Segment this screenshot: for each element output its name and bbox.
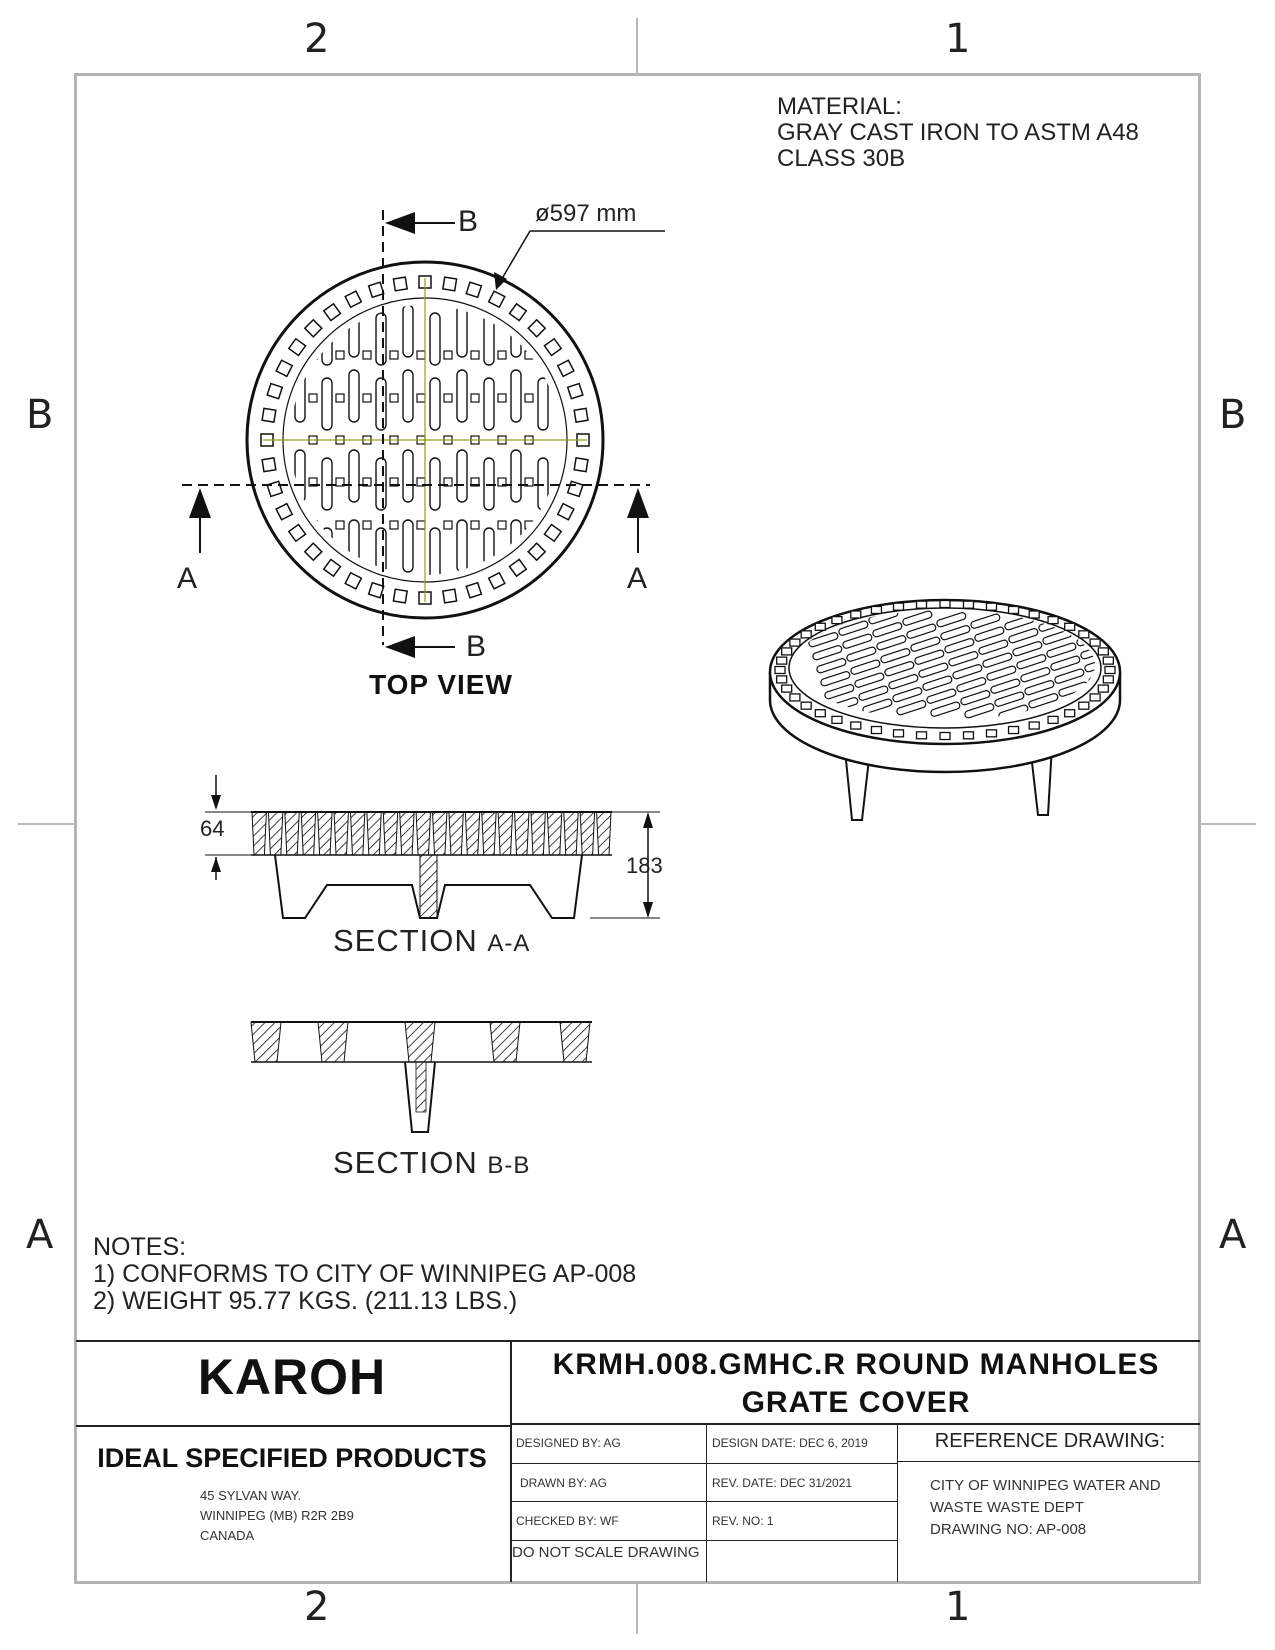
iso-rim-square-hole (1079, 631, 1089, 638)
grating-stud (498, 351, 506, 359)
rim-square-hole (345, 291, 361, 307)
iso-rim-square-hole (1105, 667, 1115, 674)
rim-square-hole (443, 277, 457, 291)
iso-rim-square-hole (1098, 648, 1108, 655)
section-b-b-title (333, 1145, 530, 1181)
iso-rim-square-hole (986, 603, 996, 610)
section-bar (433, 812, 447, 855)
do-not-scale: DO NOT SCALE DRAWING (512, 1544, 700, 1561)
grating-slot (376, 528, 386, 580)
rim-square-hole (324, 304, 341, 321)
grating-slot (484, 313, 494, 365)
iso-rim-square-hole (777, 657, 787, 664)
section-b-arrow-bottom (385, 636, 415, 658)
iso-rim-square-hole (832, 617, 842, 624)
rim-square-hole (466, 282, 481, 297)
grating-stud (525, 351, 533, 359)
reference-drawing-header: REFERENCE DRAWING: (934, 1430, 1166, 1452)
notes-block (93, 1234, 636, 1315)
section-b-arrow-top (385, 212, 415, 234)
drawing-title (512, 1346, 1200, 1422)
material-line-2: GRAY CAST IRON TO ASTM A48 (777, 119, 1139, 146)
zone-tick-right (1201, 823, 1256, 825)
iso-rim-square-hole (894, 730, 904, 737)
grating-slot (403, 520, 413, 572)
rim-square-hole (528, 543, 545, 560)
iso-rim-square-hole (963, 732, 973, 739)
section-bar (597, 812, 611, 855)
grating-stud (417, 394, 425, 402)
section-bar (465, 812, 479, 855)
section-a-arrow-left (189, 488, 211, 518)
grating-stud (336, 394, 344, 402)
rim-square-hole (267, 481, 282, 496)
rim-square-hole (393, 589, 407, 603)
rim-square-hole (305, 320, 322, 337)
section-a-label-right: A (627, 562, 648, 595)
grating-slot (457, 520, 467, 572)
rim-square-hole (276, 360, 292, 376)
designed-by: DESIGNED BY: AG (516, 1436, 621, 1450)
zone-col-2-bottom: 2 (304, 1584, 330, 1630)
rim-square-hole (393, 277, 407, 291)
section-bar (268, 812, 282, 855)
grating-slot (403, 370, 413, 422)
zone-tick-bottom (636, 1584, 638, 1634)
grating-slot (349, 450, 359, 502)
section-bar (405, 1022, 435, 1062)
top-view-title: TOP VIEW (369, 669, 513, 700)
dimension-64: 64 (200, 816, 225, 841)
material-note (777, 94, 1139, 172)
drawing-title-line-1: KRMH.008.GMHC.R ROUND MANHOLES (552, 1348, 1160, 1381)
rim-square-hole (568, 481, 583, 496)
iso-rim-square-hole (777, 676, 787, 683)
iso-rim-square-hole (1103, 676, 1113, 683)
section-bar (531, 812, 545, 855)
rim-square-hole (369, 282, 384, 297)
section-b-b-hatched-bars (251, 1022, 590, 1062)
iso-rim-square-hole (851, 722, 861, 729)
rim-square-hole (267, 384, 282, 399)
grating-slot (430, 528, 440, 580)
isometric-view-drawing (760, 585, 1140, 835)
section-b-b-id: B-B (487, 1152, 531, 1179)
rim-square-hole (262, 408, 276, 422)
grating-slot (457, 370, 467, 422)
iso-rim-square-hole (986, 730, 996, 737)
grating-stud (444, 394, 452, 402)
grating-slot (322, 378, 332, 430)
grating-slot (349, 370, 359, 422)
iso-rim-square-hole (790, 639, 800, 646)
grating-stud (363, 351, 371, 359)
address-line-1: 45 SYLVAN WAY. (200, 1488, 302, 1503)
grating-slot (484, 378, 494, 430)
section-b-b-word: SECTION (333, 1145, 478, 1180)
iso-rim-square-hole (782, 648, 792, 655)
rim-square-hole (574, 408, 588, 422)
grating-stud (336, 351, 344, 359)
iso-rim-square-hole (963, 601, 973, 608)
iso-rim-square-hole (1048, 617, 1058, 624)
zone-row-a-left: A (26, 1212, 54, 1258)
rim-square-hole (276, 504, 292, 520)
section-bar (251, 1022, 281, 1062)
grating-slots (295, 305, 548, 580)
grating-slot (457, 450, 467, 502)
section-a-a-word: SECTION (333, 923, 478, 958)
rim-square-hole (289, 339, 306, 356)
note-2: 2) WEIGHT 95.77 KGS. (211.13 LBS.) (93, 1287, 518, 1315)
address-line-3: CANADA (200, 1528, 255, 1543)
grating-slot (376, 313, 386, 365)
iso-rim-square-hole (790, 694, 800, 701)
section-bar (318, 1022, 348, 1062)
zone-row-a-right: A (1219, 1212, 1247, 1258)
grating-stud (363, 521, 371, 529)
address-line-2: WINNIPEG (MB) R2R 2B9 (200, 1508, 354, 1523)
section-bar (367, 812, 381, 855)
rim-square-hole (544, 339, 561, 356)
grating-stud (444, 351, 452, 359)
grating-slot (457, 305, 467, 357)
reference-line-1: CITY OF WINNIPEG WATER AND (930, 1477, 1161, 1494)
rim-square-hole (369, 583, 384, 598)
brand-logo-text: KAROH (197, 1349, 387, 1405)
rim-square-hole (558, 360, 574, 376)
grating-slot (511, 450, 521, 502)
section-b-label-top: B (458, 205, 479, 238)
iso-rim-square-hole (1029, 722, 1039, 729)
grating-stud (525, 394, 533, 402)
design-date: DESIGN DATE: DEC 6, 2019 (712, 1436, 868, 1450)
grating-stud (444, 521, 452, 529)
zone-col-2-top: 2 (304, 16, 330, 62)
grating-stud (471, 351, 479, 359)
rim-square-hole (568, 384, 583, 399)
section-bar (252, 812, 266, 855)
rim-square-hole (262, 458, 276, 472)
note-1: 1) CONFORMS TO CITY OF WINNIPEG AP-008 (93, 1260, 637, 1288)
grating-stud (471, 394, 479, 402)
section-bar (490, 1022, 520, 1062)
company-name: IDEAL SPECIFIED PRODUCTS (97, 1443, 487, 1473)
grating-stud (498, 394, 506, 402)
iso-rim-square-hole (1065, 710, 1075, 717)
grating-slot (538, 378, 548, 430)
section-bar (285, 812, 299, 855)
dimension-183: 183 (626, 853, 663, 878)
rim-square-hole (289, 524, 306, 541)
grating-stud (390, 351, 398, 359)
zone-tick-left (18, 823, 74, 825)
iso-rim-square-hole (1079, 702, 1089, 709)
reference-line-2: WASTE WASTE DEPT (930, 1499, 1084, 1516)
checked-by: CHECKED BY: WF (516, 1514, 619, 1528)
section-bar (547, 812, 561, 855)
section-bar (449, 812, 463, 855)
rim-square-hole (509, 304, 526, 321)
rim-square-hole (466, 583, 481, 598)
iso-rim-square-hole (871, 606, 881, 613)
section-a-a-drawing (195, 770, 665, 930)
iso-rim-square-hole (1065, 623, 1075, 630)
rev-no: REV. NO: 1 (712, 1514, 774, 1528)
iso-rim-square-hole (1029, 611, 1039, 618)
grating-stud (525, 521, 533, 529)
section-bar (564, 812, 578, 855)
grating-stud (417, 351, 425, 359)
grating-slot (349, 520, 359, 572)
rim-square-hole (528, 320, 545, 337)
grating-slot (295, 370, 305, 422)
grating-stud (309, 394, 317, 402)
drawing-title-line-2: GRATE COVER (741, 1386, 971, 1419)
section-b-b-drawing (240, 1010, 610, 1140)
iso-rim-square-hole (917, 601, 927, 608)
rim-square-hole (443, 589, 457, 603)
zone-row-b-left: B (26, 392, 54, 438)
iso-rim-square-hole (1009, 606, 1019, 613)
grating-slot (511, 370, 521, 422)
section-a-label-left: A (177, 562, 198, 595)
section-bar (580, 812, 594, 855)
rim-square-hole (305, 543, 322, 560)
rim-square-hole (544, 524, 561, 541)
section-a-a-title (333, 923, 530, 959)
iso-rim-square-hole (940, 601, 950, 608)
iso-rim-square-hole (1098, 685, 1108, 692)
title-block-top-border (76, 1340, 1200, 1342)
section-a-arrow-right (627, 488, 649, 518)
iso-rim-square-hole (815, 623, 825, 630)
rev-date: REV. DATE: DEC 31/2021 (712, 1476, 853, 1490)
grating-stud (363, 394, 371, 402)
section-bar (515, 812, 529, 855)
section-a-a-id: A-A (487, 930, 531, 957)
rim-square-hole (345, 573, 361, 589)
zone-col-1-bottom: 1 (945, 1584, 971, 1630)
notes-header: NOTES: (93, 1233, 187, 1261)
grating-slot (295, 450, 305, 502)
iso-rim-square-hole (1009, 727, 1019, 734)
rim-square-hole (489, 291, 505, 307)
top-view-drawing (160, 195, 680, 715)
zone-row-b-right: B (1219, 392, 1247, 438)
iso-rim-square-hole (871, 727, 881, 734)
iso-rim-square-hole (894, 603, 904, 610)
zone-col-1-top: 1 (945, 16, 971, 62)
iso-rim-square-hole (775, 667, 785, 674)
iso-rim-square-hole (801, 702, 811, 709)
section-bar (301, 812, 315, 855)
iso-rim-square-hole (782, 685, 792, 692)
grating-slot (484, 528, 494, 580)
section-bar (416, 812, 430, 855)
section-bar (400, 812, 414, 855)
grating-stud (498, 521, 506, 529)
rim-square-hole (558, 504, 574, 520)
grating-slot (403, 305, 413, 357)
rim-square-hole (489, 573, 505, 589)
iso-rim-square-hole (940, 733, 950, 740)
grating-slot (403, 450, 413, 502)
section-bar (560, 1022, 590, 1062)
drawn-by: DRAWN BY: AG (520, 1476, 607, 1490)
section-a-a-hatched-bars (252, 812, 611, 855)
grating-slot (430, 313, 440, 365)
rim-square-hole (574, 458, 588, 472)
grating-stud (417, 521, 425, 529)
grating-slot (538, 313, 548, 365)
iso-rim-square-hole (1090, 639, 1100, 646)
section-bar (482, 812, 496, 855)
iso-rim-square-hole (801, 631, 811, 638)
grating-slot (430, 378, 440, 430)
iso-rim-square-hole (917, 732, 927, 739)
iso-rim-square-hole (815, 710, 825, 717)
iso-rim-square-hole (832, 716, 842, 723)
grating-stud (471, 521, 479, 529)
iso-rim-square-hole (1103, 657, 1113, 664)
iso-rim-square-hole (851, 611, 861, 618)
material-line-3: CLASS 30B (777, 145, 906, 172)
grating-stud (336, 521, 344, 529)
grating-slot (349, 305, 359, 357)
rim-square-hole (509, 559, 526, 576)
iso-rim-square-hole (1048, 716, 1058, 723)
grating-slot (376, 378, 386, 430)
rim-square-hole (324, 559, 341, 576)
section-bar (318, 812, 332, 855)
section-b-label-bottom: B (466, 630, 487, 663)
grating-stud (390, 394, 398, 402)
zone-tick-top (636, 18, 638, 73)
section-bar (498, 812, 512, 855)
diameter-label: ø597 mm (535, 200, 637, 227)
iso-rim-square-hole (1090, 694, 1100, 701)
reference-line-3: DRAWING NO: AP-008 (930, 1521, 1087, 1538)
section-bar (350, 812, 364, 855)
grating-stud (390, 521, 398, 529)
section-bar (334, 812, 348, 855)
material-line-1: MATERIAL: (777, 93, 902, 120)
section-bar (383, 812, 397, 855)
